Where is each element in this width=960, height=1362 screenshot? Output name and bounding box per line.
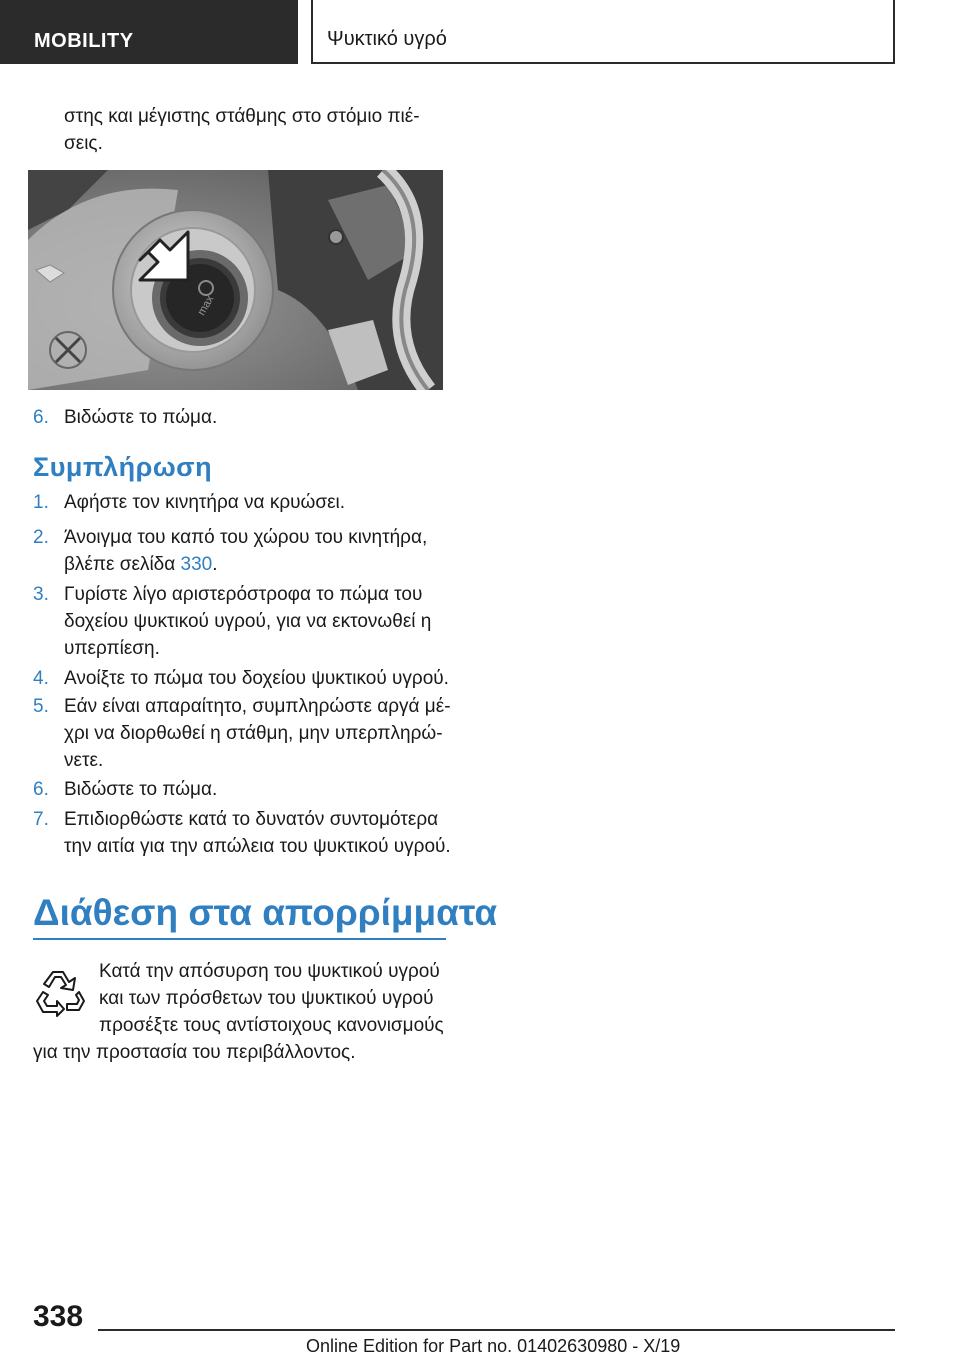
step-number: 2. <box>33 527 49 548</box>
footer-divider <box>98 1329 895 1331</box>
step-number: 6. <box>33 779 49 800</box>
step-number: 4. <box>33 668 49 689</box>
disposal-line-1: Κατά την απόσυρση του ψυκτικού υγρού <box>99 961 440 982</box>
step-line: υπερπίεση. <box>64 638 160 659</box>
intro-line-2: σεις. <box>64 133 103 154</box>
page-reference-link[interactable]: 330 <box>180 554 213 575</box>
step-line: Γυρίστε λίγο αριστερόστροφα το πώμα του <box>64 584 423 605</box>
step-line: Βιδώστε το πώμα. <box>64 779 218 800</box>
refill-step-4 <box>33 665 453 692</box>
step-line: την αιτία για την απώλεια του ψυκτικού υγρού. <box>64 836 451 857</box>
step-number: 3. <box>33 584 49 605</box>
disposal-heading: Διάθεση στα απορρίμματα <box>33 892 498 933</box>
recycle-icon <box>33 966 89 1018</box>
chapter-title: Ψυκτικό υγρό <box>311 0 895 64</box>
refill-step-6 <box>33 776 453 803</box>
section-tab: MOBILITY <box>0 0 298 64</box>
step-line: Επιδιορθώστε κατά το δυνατόν συντομότερα <box>64 809 439 830</box>
step-number: 5. <box>33 696 49 717</box>
page-number: 338 <box>33 1300 84 1333</box>
refill-step-7 <box>33 806 453 860</box>
svg-text:max: max <box>195 293 217 318</box>
image-step <box>33 404 453 431</box>
disposal-line-3: προσέξτε τους αντίστοιχους κανονισμούς <box>99 1015 444 1036</box>
edition-footer: Online Edition for Part no. 01402630980 - X/19 <box>306 1336 681 1356</box>
step-number: 1. <box>33 492 49 513</box>
step-number: 7. <box>33 809 49 830</box>
disposal-line-4: για την προστασία του περιβάλλοντος. <box>33 1042 356 1063</box>
step-line: δοχείου ψυκτικού υγρού, για να εκτονωθεί η <box>64 611 432 632</box>
refill-heading: Συμπλήρωση <box>33 452 213 482</box>
engine-bay-image <box>28 170 443 390</box>
step-line-end: . <box>212 554 218 575</box>
disposal-line-2: και των πρόσθετων του ψυκτικού υγρού <box>99 988 434 1009</box>
step-line: νετε. <box>64 750 104 771</box>
coolant-cap-photo <box>28 170 443 390</box>
refill-step-5 <box>33 693 453 774</box>
step-line: βλέπε σελίδα <box>64 554 181 575</box>
refill-step-2 <box>33 524 453 578</box>
step-line: Εάν είναι απαραίτητο, συμπληρώστε αργά μέ- <box>64 696 451 717</box>
refill-step-1 <box>33 489 453 516</box>
step-line: χρι να διορθωθεί η στάθμη, μην υπερπληρώ- <box>64 723 443 744</box>
step-line: Άνοιγμα του καπό του χώρου του κινητήρα, <box>64 527 428 548</box>
step-number: 6. <box>33 407 49 428</box>
refill-step-3 <box>33 581 453 662</box>
step-line: Ανοίξτε το πώμα του δοχείου ψυκτικού υγρού. <box>64 668 449 689</box>
step-line: Αφήστε τον κινητήρα να κρυώσει. <box>64 492 346 513</box>
heading-divider <box>33 938 446 940</box>
intro-line-1: στης και μέγιστης στάθμης στο στόμιο πιέ- <box>64 106 420 127</box>
step-text: Βιδώστε το πώμα. <box>64 407 218 428</box>
